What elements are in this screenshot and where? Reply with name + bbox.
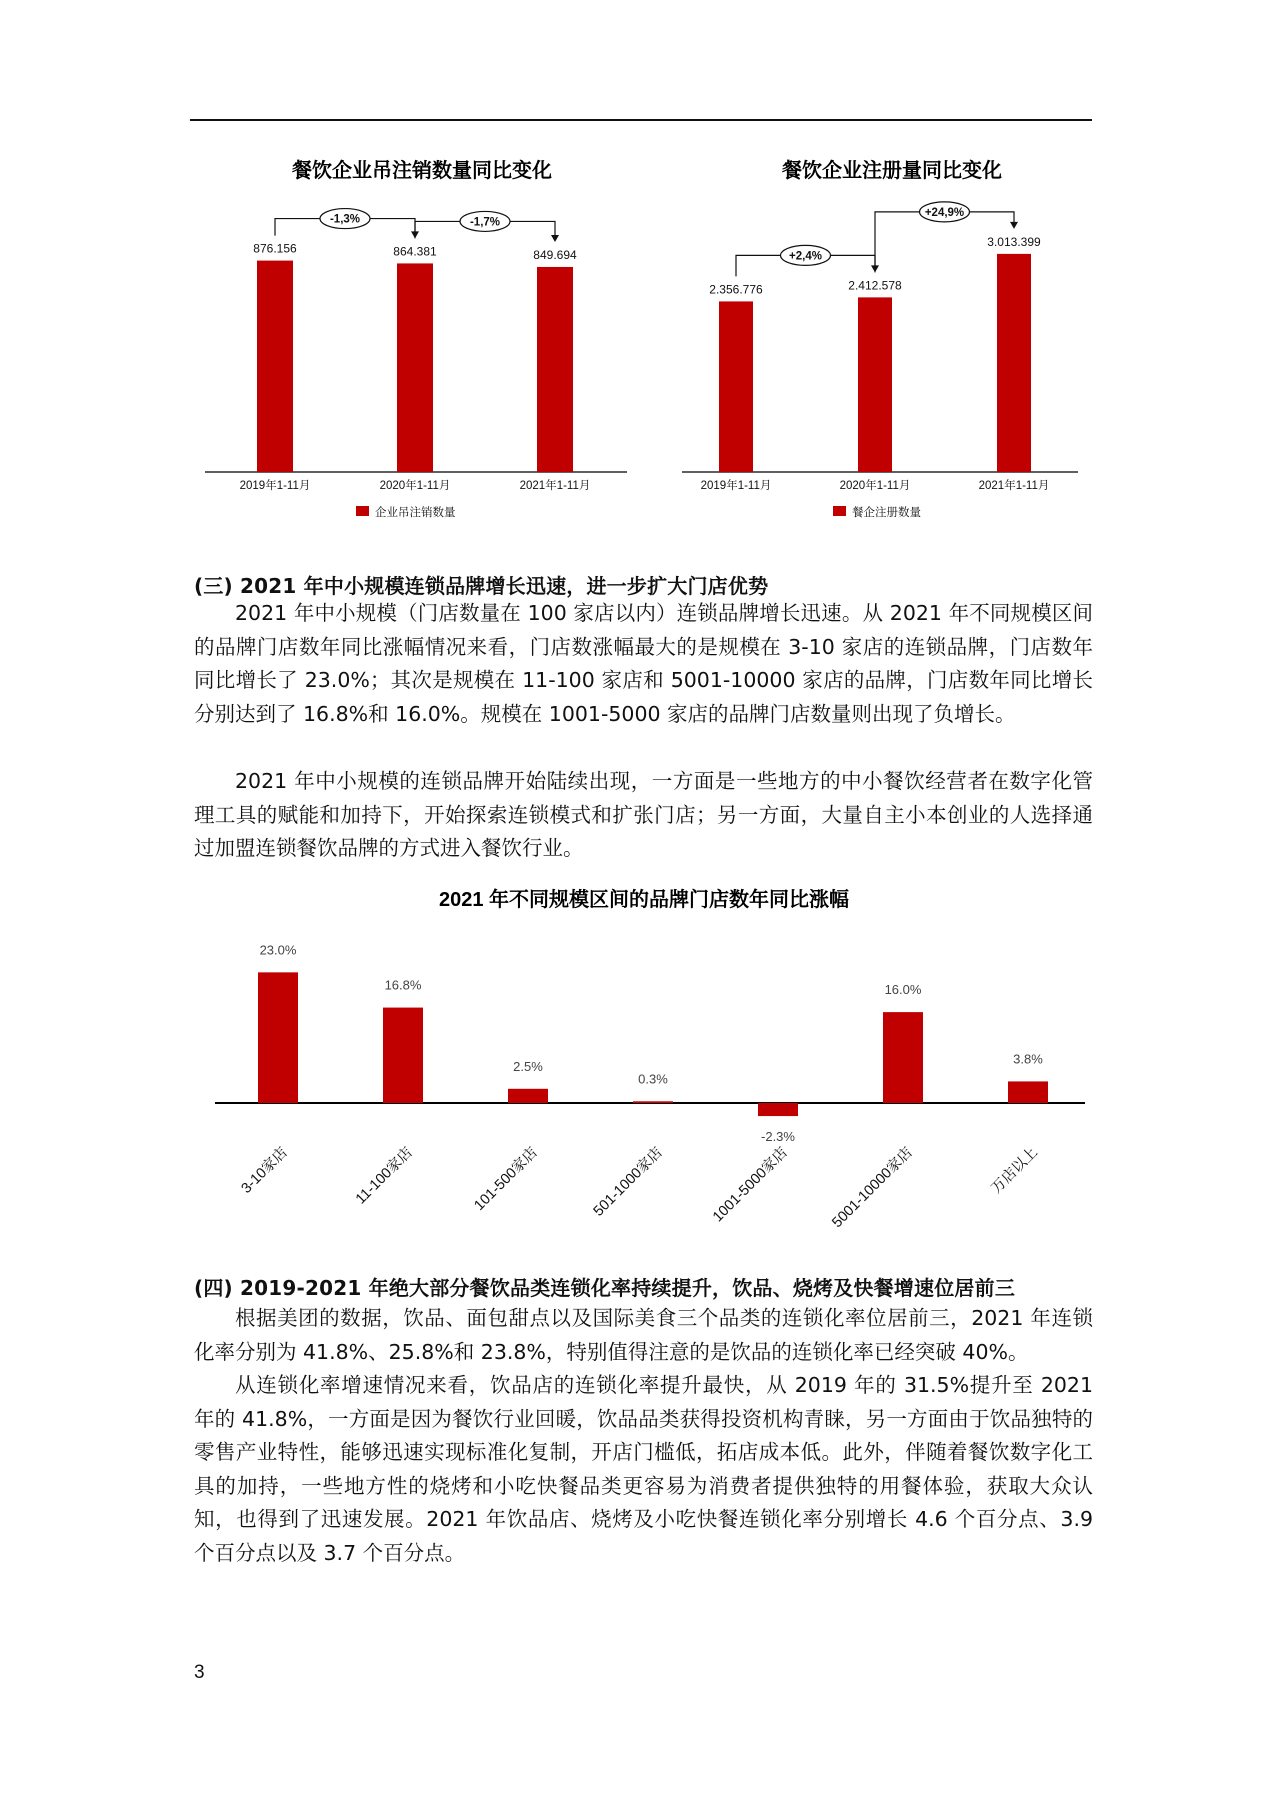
x-tick-label: 2021年1-11月 <box>519 480 591 492</box>
chart-title: 餐饮企业注册量同比变化 <box>782 160 1002 182</box>
legend-swatch <box>356 506 369 516</box>
page-number: 3 <box>194 1662 205 1683</box>
section3-paragraph-1: 2021 年中小规模（门店数量在 100 家店以内）连锁品牌增长迅速。从 2021 年不同规模区间的品牌门店数年同比涨幅情况来看，门店数涨幅最大的是规模在 3-10 家店的连锁品牌，门店数年同比增长了 23.0%；其次是规模在 11-100 家店和 5001-10000 家店的品牌，门店数年同比增长分别达到了 16.8%和 16.0%。规模在 1001-5000 家店的品牌门店数量则出现了负增长。 <box>194 601 1093 726</box>
section4-heading: (四) 2019-2021 年绝大部分餐饮品类连锁化率持续提升，饮品、烧烤及快餐增速位居前三 <box>194 1276 1016 1300</box>
data-label: 864.381 <box>393 244 437 259</box>
legend-label: 企业吊注销数量 <box>375 507 456 519</box>
bar <box>883 1012 923 1103</box>
data-label: 2.356.776 <box>709 282 763 297</box>
section3-paragraph-2: 2021 年中小规模的连锁品牌开始陆续出现，一方面是一些地方的中小餐饮经营者在数字化管理工具的赋能和加持下，开始探索连锁模式和扩张门店；另一方面，大量自主小本创业的人选择通过加盟连锁餐饮品牌的方式进入餐饮行业。 <box>194 769 1093 860</box>
section3-heading: (三) 2021 年中小规模连锁品牌增长迅速，进一步扩大门店优势 <box>194 574 769 598</box>
data-label: 16.8% <box>384 977 422 993</box>
data-label: 3.013.399 <box>987 234 1041 249</box>
bar <box>719 301 753 472</box>
data-label: 876.156 <box>253 241 297 256</box>
x-tick-label: 2019年1-11月 <box>700 480 772 492</box>
data-label: 16.0% <box>884 982 922 998</box>
data-label: 3.8% <box>1013 1051 1043 1067</box>
x-tick-label: 1001-5000家店 <box>709 1144 791 1226</box>
store-growth-chart <box>190 875 1110 1245</box>
header-rule <box>190 119 1092 121</box>
x-tick-label: 11-100家店 <box>352 1144 416 1208</box>
change-label: +24,9% <box>924 206 965 219</box>
bar <box>537 267 573 472</box>
data-label: 23.0% <box>259 942 297 958</box>
bar <box>397 263 433 472</box>
arrow-head <box>551 235 559 242</box>
x-tick-label: 万店以上 <box>988 1144 1041 1197</box>
bar <box>997 254 1031 472</box>
legend-swatch <box>833 506 846 516</box>
chart-title: 餐饮企业吊注销数量同比变化 <box>292 160 552 182</box>
bar <box>1008 1081 1048 1103</box>
x-tick-label: 2019年1-11月 <box>239 480 311 492</box>
chart-title: 2021 年不同规模区间的品牌门店数年同比涨幅 <box>438 889 850 911</box>
x-tick-label: 2020年1-11月 <box>379 480 451 492</box>
bar <box>858 297 892 472</box>
bar <box>258 972 298 1103</box>
x-tick-label: 501-1000家店 <box>590 1144 666 1220</box>
section4-paragraph-2: 从连锁化率增速情况来看，饮品店的连锁化率提升最快，从 2019 年的 31.5%提升至 2021 年的 41.8%，一方面是因为餐饮行业回暖，饮品品类获得投资机构青睐，另一方面由于饮品独特的零售产业特性，能够迅速实现标准化复制，开店门槛低，拓店成本低。此外，伴随着餐饮数字化工具的加持，一些地方性的烧烤和小吃快餐品类更容易为消费者提供独特的用餐体验，获取大众认知，也得到了迅速发展。2021 年饮品店、烧烤及小吃快餐连锁化率分别增长 4.6 个百分点、3.9 个百分点以及 3.7 个百分点。 <box>194 1373 1093 1565</box>
arrow-head <box>1010 222 1018 229</box>
data-label: 2.5% <box>513 1058 543 1074</box>
registration-chart <box>670 140 1130 530</box>
deregistration-chart <box>190 140 650 530</box>
x-tick-label: 3-10家店 <box>238 1144 291 1197</box>
x-tick-label: 101-500家店 <box>471 1144 541 1214</box>
bar <box>257 261 293 472</box>
x-tick-label: 2021年1-11月 <box>978 480 1050 492</box>
change-label: -1,3% <box>329 213 361 226</box>
bar <box>508 1089 548 1103</box>
change-label: -1,7% <box>469 216 501 229</box>
bar <box>383 1008 423 1103</box>
bar <box>633 1101 673 1103</box>
data-label: 849.694 <box>533 247 577 262</box>
x-tick-label: 5001-10000家店 <box>829 1144 916 1232</box>
legend-label: 餐企注册数量 <box>852 507 921 519</box>
data-label: 2.412.578 <box>848 278 902 293</box>
x-tick-label: 2020年1-11月 <box>839 480 911 492</box>
section4-paragraph-1: 根据美团的数据，饮品、面包甜点以及国际美食三个品类的连锁化率位居前三，2021 年连锁化率分别为 41.8%、25.8%和 23.8%，特别值得注意的是饮品的连锁化率已经突破 40%。 <box>194 1306 1093 1364</box>
data-label: -2.3% <box>761 1129 795 1145</box>
change-label: +2,4% <box>789 250 822 263</box>
data-label: 0.3% <box>638 1071 668 1087</box>
bar <box>758 1103 798 1116</box>
